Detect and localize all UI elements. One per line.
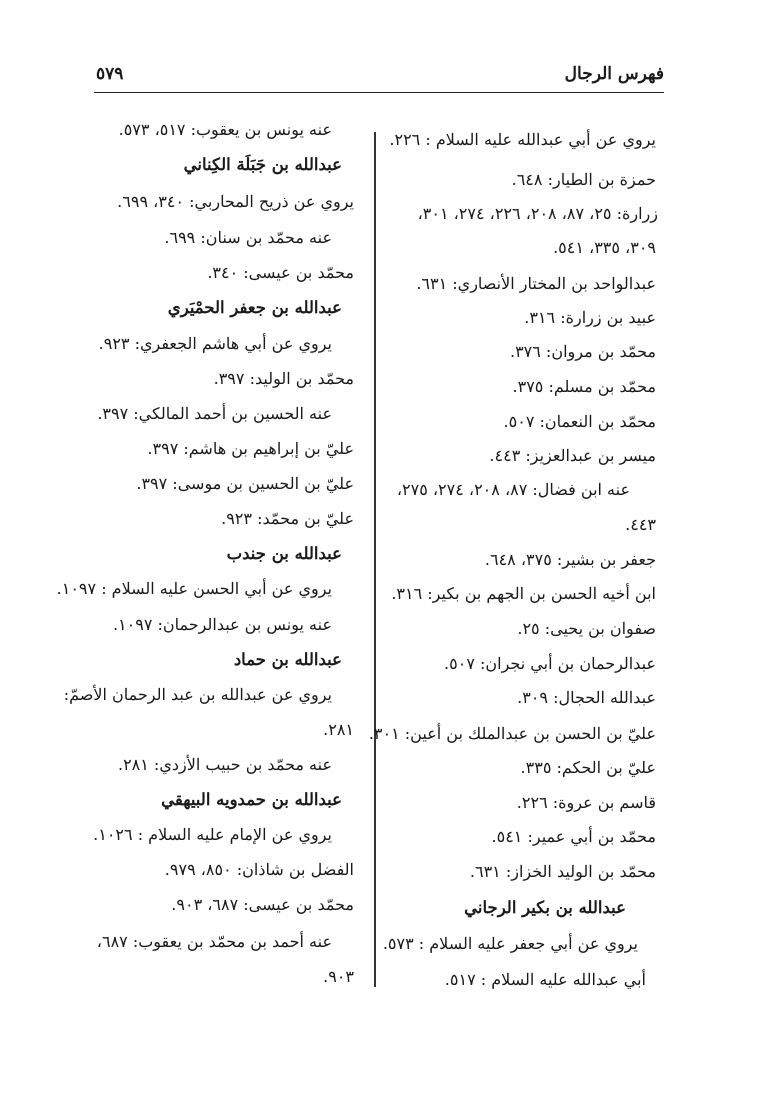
entry-line: عليّ بن إبراهيم بن هاشم: ٣٩٧. (147, 439, 354, 458)
entry-line: محمّد بن النعمان: ٥٠٧. (503, 412, 656, 431)
entry-line: عليّ بن الحكم: ٣٣٥. (520, 758, 656, 777)
entry-line: ٩٠٣. (323, 967, 354, 986)
entry-line: صفوان بن يحيى: ٢٥. (517, 619, 656, 638)
entry-line: يروي عن أبي جعفر عليه السلام : ٥٧٣. (382, 934, 638, 953)
entry-line: عبدالواحد بن المختار الأنصاري: ٦٣١. (416, 274, 656, 293)
entry-line: عنه يونس بن عبدالرحمان: ١٠٩٧. (112, 615, 332, 634)
entry-line: عنه يونس بن يعقوب: ٥١٧، ٥٧٣. (118, 120, 332, 139)
entry-line: محمّد بن الوليد الخزاز: ٦٣١. (469, 862, 656, 881)
entry-line: محمّد بن عيسى: ٣٤٠. (207, 263, 354, 282)
entry-heading: عبدالله بن بكير الرجاني (464, 898, 626, 917)
entry-line: محمّد بن عيسى: ٦٨٧، ٩٠٣. (171, 895, 354, 914)
entry-heading: عبدالله بن جَبَلَة الكِناني (183, 155, 342, 174)
entry-line: ٢٨١. (323, 720, 354, 739)
entry-line: ميسر بن عبدالعزيز: ٤٤٣. (489, 446, 656, 465)
entry-line: محمّد بن مسلم: ٣٧٥. (512, 377, 656, 396)
page-header (94, 62, 664, 93)
column-divider (374, 132, 376, 987)
entry-line: قاسم بن عروة: ٢٢٦. (516, 793, 656, 812)
entry-line: أبي عبدالله عليه السلام : ٥١٧. (444, 970, 646, 989)
entry-heading: عبدالله بن حماد (233, 650, 342, 669)
entry-line: عنه محمّد بن حبيب الأزدي: ٢٨١. (117, 755, 332, 774)
entry-line: عبدالله الحجال: ٣٠٩. (517, 688, 656, 707)
entry-line: ابن أخيه الحسن بن الجهم بن بكير: ٣١٦. (391, 584, 656, 603)
entry-line: حمزة بن الطيار: ٦٤٨. (511, 170, 656, 189)
entry-heading: عبدالله بن جعفر الحمْيَري (167, 298, 342, 317)
entry-line: يروي عن أبي عبدالله عليه السلام : ٢٢٦. (389, 130, 656, 149)
entry-line: يروي عن عبدالله بن عبد الرحمان الأصمّ: (63, 685, 332, 704)
entry-line: زرارة: ٢٥، ٨٧، ٢٠٨، ٢٢٦، ٢٧٤، ٣٠١، (417, 204, 658, 223)
entry-line: عنه أحمد بن محمّد بن يعقوب: ٦٨٧، (96, 932, 332, 951)
entry-line: عنه ابن فضال: ٨٧، ٢٠٨، ٢٧٤، ٢٧٥، (396, 480, 630, 499)
entry-heading: عبدالله بن جندب (226, 544, 342, 563)
entry-line: يروي عن أبي هاشم الجعفري: ٩٢٣. (98, 334, 332, 353)
entry-line: يروي عن الإمام عليه السلام : ١٠٢٦. (93, 825, 332, 844)
entry-line: ٤٤٣. (625, 515, 656, 534)
entry-line: محمّد بن الوليد: ٣٩٧. (213, 369, 354, 388)
entry-line: عليّ بن الحسن بن عبدالملك بن أعين: ٣٠١. (368, 724, 656, 743)
entry-line: محمّد بن أبي عمير: ٥٤١. (491, 827, 656, 846)
running-title: فهرس الرجال (564, 64, 664, 84)
entry-line: عنه الحسين بن أحمد المالكي: ٣٩٧. (97, 404, 332, 423)
entry-line: عنه محمّد بن سنان: ٦٩٩. (164, 228, 332, 247)
entry-heading: عبدالله بن حمدويه البيهقي (161, 790, 342, 809)
entry-line: عليّ بن محمّد: ٩٢٣. (221, 509, 354, 528)
entry-line: يروي عن أبي الحسن عليه السلام : ١٠٩٧. (56, 579, 332, 598)
entry-line: عبيد بن زرارة: ٣١٦. (524, 308, 656, 327)
entry-line: عبدالرحمان بن أبي نجران: ٥٠٧. (444, 654, 656, 673)
entry-line: ٣٠٩، ٣٣٥، ٥٤١. (553, 238, 656, 257)
entry-line: الفضل بن شاذان: ٨٥٠، ٩٧٩. (164, 860, 354, 879)
entry-line: جعفر بن بشير: ٣٧٥، ٦٤٨. (484, 550, 656, 569)
entry-line: محمّد بن مروان: ٣٧٦. (509, 342, 656, 361)
page-number: ٥٧٩ (96, 64, 124, 84)
entry-line: عليّ بن الحسين بن موسى: ٣٩٧. (136, 474, 354, 493)
entry-line: يروي عن ذريح المحاربي: ٣٤٠، ٦٩٩. (117, 192, 354, 211)
